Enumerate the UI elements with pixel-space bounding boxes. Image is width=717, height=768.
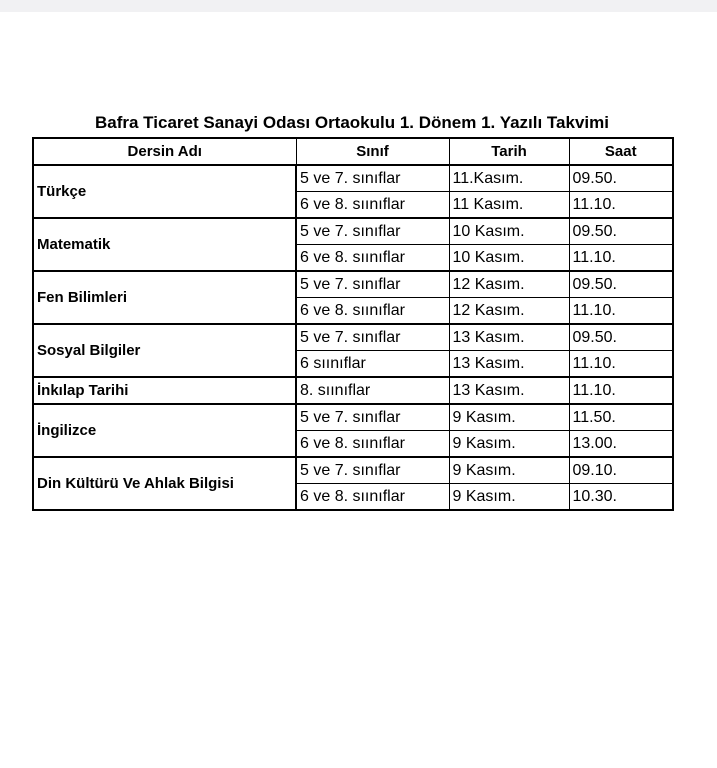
time-cell: 11.10. (569, 298, 673, 325)
table-row (33, 218, 673, 245)
exam-schedule-table (32, 137, 674, 511)
class-cell: 6 ve 8. sıınıflar (296, 484, 449, 511)
table-row (33, 377, 673, 404)
date-cell: 13 Kasım. (449, 324, 569, 351)
table-header-row (33, 138, 673, 165)
date-cell: 10 Kasım. (449, 218, 569, 245)
date-cell: 12 Kasım. (449, 271, 569, 298)
date-cell: 13 Kasım. (449, 377, 569, 404)
table-row (33, 404, 673, 431)
top-bar (0, 0, 717, 12)
class-cell: 5 ve 7. sınıflar (296, 457, 449, 484)
date-cell: 9 Kasım. (449, 404, 569, 431)
header-sinif: Sınıf (296, 138, 449, 165)
class-cell: 8. sıınıflar (296, 377, 449, 404)
time-cell: 09.50. (569, 324, 673, 351)
time-cell: 09.50. (569, 271, 673, 298)
time-cell: 11.10. (569, 245, 673, 272)
time-cell: 11.10. (569, 192, 673, 219)
date-cell: 11.Kasım. (449, 165, 569, 192)
subject-cell: Türkçe (33, 165, 296, 218)
date-cell: 13 Kasım. (449, 351, 569, 378)
time-cell: 11.10. (569, 351, 673, 378)
date-cell: 12 Kasım. (449, 298, 569, 325)
subject-cell: İngilizce (33, 404, 296, 457)
time-cell: 11.50. (569, 404, 673, 431)
subject-cell: Fen Bilimleri (33, 271, 296, 324)
header-saat: Saat (569, 138, 673, 165)
table-body (33, 165, 673, 510)
class-cell: 5 ve 7. sınıflar (296, 165, 449, 192)
class-cell: 5 ve 7. sınıflar (296, 404, 449, 431)
date-cell: 9 Kasım. (449, 484, 569, 511)
date-cell: 9 Kasım. (449, 457, 569, 484)
subject-cell: Din Kültürü Ve Ahlak Bilgisi (33, 457, 296, 510)
subject-cell: Sosyal Bilgiler (33, 324, 296, 377)
date-cell: 11 Kasım. (449, 192, 569, 219)
time-cell: 09.50. (569, 165, 673, 192)
class-cell: 5 ve 7. sınıflar (296, 324, 449, 351)
header-tarih: Tarih (449, 138, 569, 165)
subject-cell: Matematik (33, 218, 296, 271)
date-cell: 10 Kasım. (449, 245, 569, 272)
time-cell: 09.10. (569, 457, 673, 484)
time-cell: 09.50. (569, 218, 673, 245)
table-row (33, 271, 673, 298)
time-cell: 10.30. (569, 484, 673, 511)
time-cell: 13.00. (569, 431, 673, 458)
table-row (33, 457, 673, 484)
table-row (33, 165, 673, 192)
class-cell: 6 ve 8. sıınıflar (296, 192, 449, 219)
class-cell: 5 ve 7. sınıflar (296, 218, 449, 245)
class-cell: 6 ve 8. sıınıflar (296, 298, 449, 325)
date-cell: 9 Kasım. (449, 431, 569, 458)
header-ders: Dersin Adı (33, 138, 296, 165)
document-title: Bafra Ticaret Sanayi Odası Ortaokulu 1. Dönem 1. Yazılı Takvimi (95, 113, 609, 132)
class-cell: 6 ve 8. sıınıflar (296, 245, 449, 272)
table-row (33, 324, 673, 351)
class-cell: 5 ve 7. sınıflar (296, 271, 449, 298)
class-cell: 6 ve 8. sıınıflar (296, 431, 449, 458)
time-cell: 11.10. (569, 377, 673, 404)
class-cell: 6 sıınıflar (296, 351, 449, 378)
subject-cell: İnkılap Tarihi (33, 377, 296, 404)
